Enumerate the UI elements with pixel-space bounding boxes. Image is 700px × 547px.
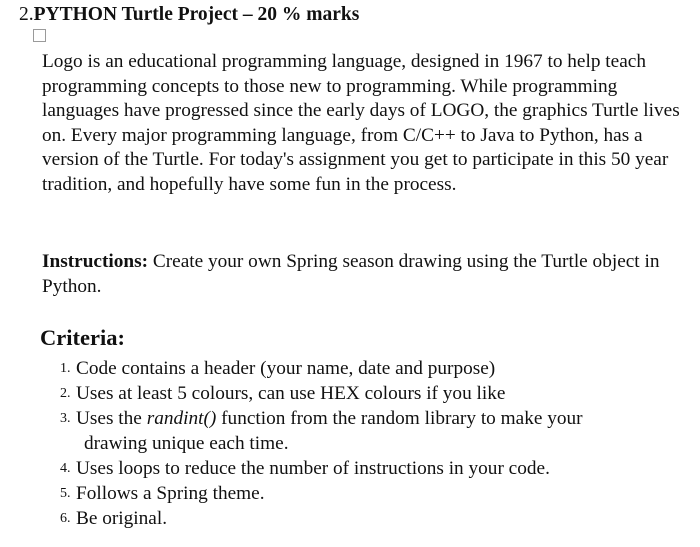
criteria-item-text [76,408,583,429]
section-heading [19,3,359,27]
criteria-item-text-after: function from the random library to make your [216,408,583,429]
list-marker: 6. [60,511,71,526]
criteria-item-text: Uses loops to reduce the number of instructions in your code. [76,458,550,479]
criteria-list [0,356,700,531]
list-marker: 4. [60,461,71,476]
criteria-item-text: Code contains a header (your name, date and purpose) [76,358,496,379]
criteria-item-text: Follows a Spring theme. [76,483,265,504]
list-marker: 2. [60,386,71,401]
list-marker: 5. [60,486,71,501]
criteria-item [0,356,700,381]
criteria-item-text-continuation: drawing unique each time. [84,433,289,454]
criteria-item [0,506,700,531]
criteria-item [0,456,700,481]
criteria-item [0,381,700,406]
list-marker: 1. [60,361,71,376]
criteria-item-text: Be original. [76,508,168,529]
criteria-heading: Criteria: [40,325,125,350]
section-title: PYTHON Turtle Project – 20 % marks [33,4,360,25]
criteria-item [0,481,700,506]
criteria-item-text-before: Uses the [76,408,147,429]
intro-paragraph: Logo is an educational programming language, designed in 1967 to help teach programming concepts to those new to programming. While programming languages have progressed since the early days of LOGO, the graphics Turtle lives on. Every major programming language, from C/C++ to Java to Python, has a version of the Turtle. For today's assignment you get to participate in this 50 year tradition, and hopefully have some fun in the process. [42,51,680,195]
list-marker: 3. [60,411,71,426]
section-number: 2. [19,4,34,25]
instructions-paragraph [42,249,682,299]
criteria-item [0,406,700,456]
checkbox[interactable] [33,29,46,42]
instructions-label: Instructions: [42,251,149,272]
instructions-text: Create your own Spring season drawing using the Turtle object in Python. [42,251,660,297]
criteria-item-text: Uses at least 5 colours, can use HEX colours if you like [76,383,506,404]
randint-function-name: randint() [146,408,217,429]
